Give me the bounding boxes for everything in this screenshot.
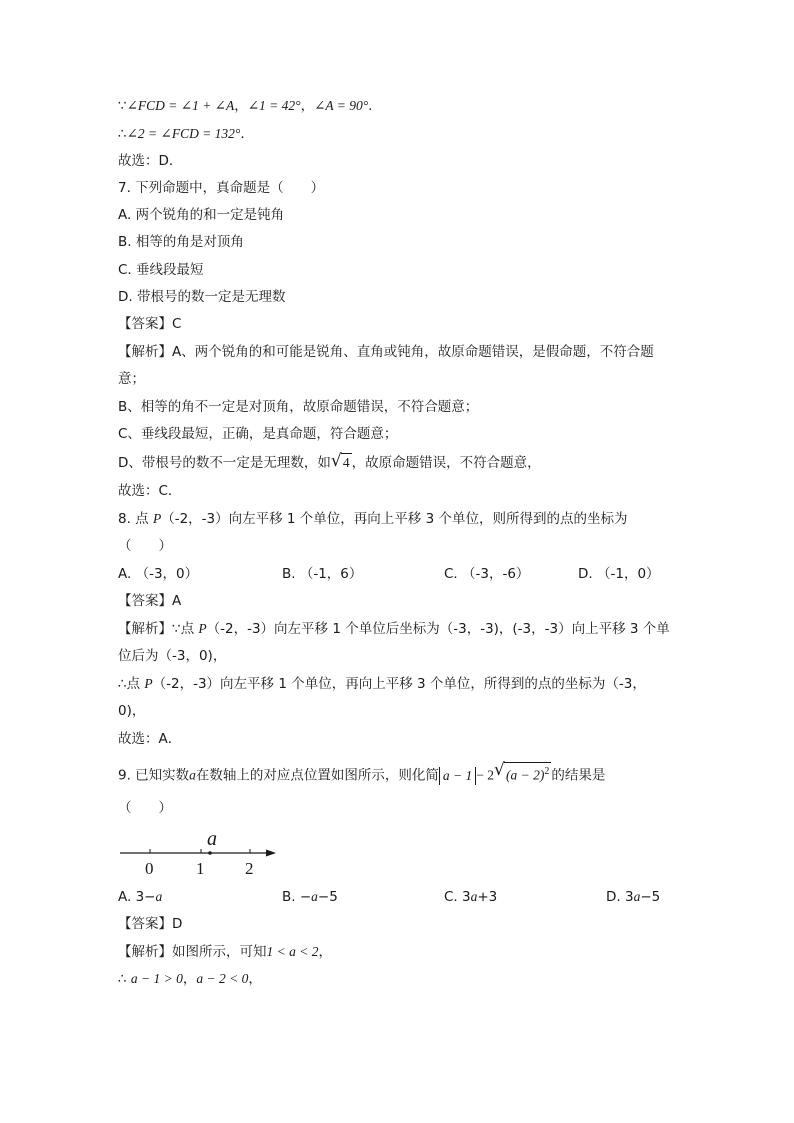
q8-answer: 【答案】A [118, 593, 182, 609]
tick-label-1: 1 [196, 859, 205, 878]
q8-paren: （ ） [118, 538, 172, 554]
sqrt-symbol: √ 4 [330, 451, 350, 471]
selection-line: 故选：D． [118, 153, 183, 169]
q8-selection: 故选：A． [118, 731, 182, 747]
axis-arrow [266, 850, 276, 857]
q9-option-b: B. −a−5 [282, 889, 338, 905]
q7-explanation-2: B、相等的角不一定是对顶角，故原命题错误，不符合题意； [118, 399, 479, 415]
q7-explanation-1: 【解析】A、两个锐角的和可能是锐角、直角或钝角，故原命题错误，是假命题，不符合题 [118, 344, 654, 360]
question-7: 7. 下列命题中，真命题是（ ） [118, 180, 325, 196]
q7-option-c: C. 垂线段最短 [118, 262, 204, 278]
question-9: 9. 已知实数a在数轴上的对应点位置如图所示，则化简 a − 1 − 2 √ $(a - 2)^2$ 的结果是 [118, 760, 606, 784]
q7-option-a: A. 两个锐角的和一定是钝角 [118, 207, 285, 223]
q9-explanation-1: 【解析】如图所示，可知1 < a < 2， [118, 944, 332, 960]
q7-answer: 【答案】C [118, 316, 182, 332]
q8-explanation-1b: 位后为（-3，0)， [118, 648, 227, 664]
question-8: 8. 点 P（-2，-3）向左平移 1 个单位，再向上平移 3 个单位，则所得到的点的坐标为 [118, 511, 628, 527]
q8-option-b: B. （-1，6） [282, 566, 363, 582]
q7-option-d: D. 带根号的数一定是无理数 [118, 289, 286, 305]
q9-explanation-2: ∴ a − 1 > 0，a − 2 < 0， [118, 971, 262, 987]
q9-option-a: A. 3−a [118, 889, 163, 905]
q8-option-d: D. （-1，0） [578, 566, 660, 582]
q7-explanation-1b: 意； [118, 371, 145, 387]
q9-answer: 【答案】D [118, 916, 183, 932]
solution-line-1: ∵∠FCD = ∠1 + ∠A，∠1 = 42°，∠A = 90°. [118, 98, 373, 114]
tick-label-0: 0 [145, 859, 154, 878]
tick-label-2: 2 [245, 859, 254, 878]
q9-paren: （ ） [118, 800, 172, 816]
q7-selection: 故选：C． [118, 483, 182, 499]
q7-explanation-3: C、垂线段最短，正确，是真命题，符合题意； [118, 426, 398, 442]
number-line [118, 826, 283, 880]
q9-option-d: D. 3a−5 [606, 889, 661, 905]
q8-explanation-1: 【解析】∵点 P（-2，-3）向左平移 1 个单位后坐标为（-3，-3)，(-3，-3）向上平移 3 个单 [118, 621, 670, 637]
sqrt-symbol: √ $(a - 2)^2$ [494, 760, 550, 783]
q7-option-b: B. 相等的角是对顶角 [118, 234, 244, 250]
q9-option-c: C. 3a+3 [444, 889, 498, 905]
q8-explanation-2: ∴点 P（-2，-3）向左平移 1 个单位，再向上平移 3 个单位，所得到的点的坐标为（-3， [118, 676, 646, 692]
label-a: a [207, 828, 217, 850]
point-a [208, 851, 212, 855]
q7-explanation-4: D、带根号的数不一定是无理数，如 √ 4 ，故原命题错误，不符合题意， [118, 451, 541, 471]
q8-explanation-2b: 0)， [118, 703, 146, 719]
solution-line-2: ∴∠2 = ∠FCD = 132°. [118, 126, 245, 142]
q8-option-a: A. （-3，0） [118, 566, 199, 582]
q8-option-c: C. （-3，-6） [444, 566, 530, 582]
